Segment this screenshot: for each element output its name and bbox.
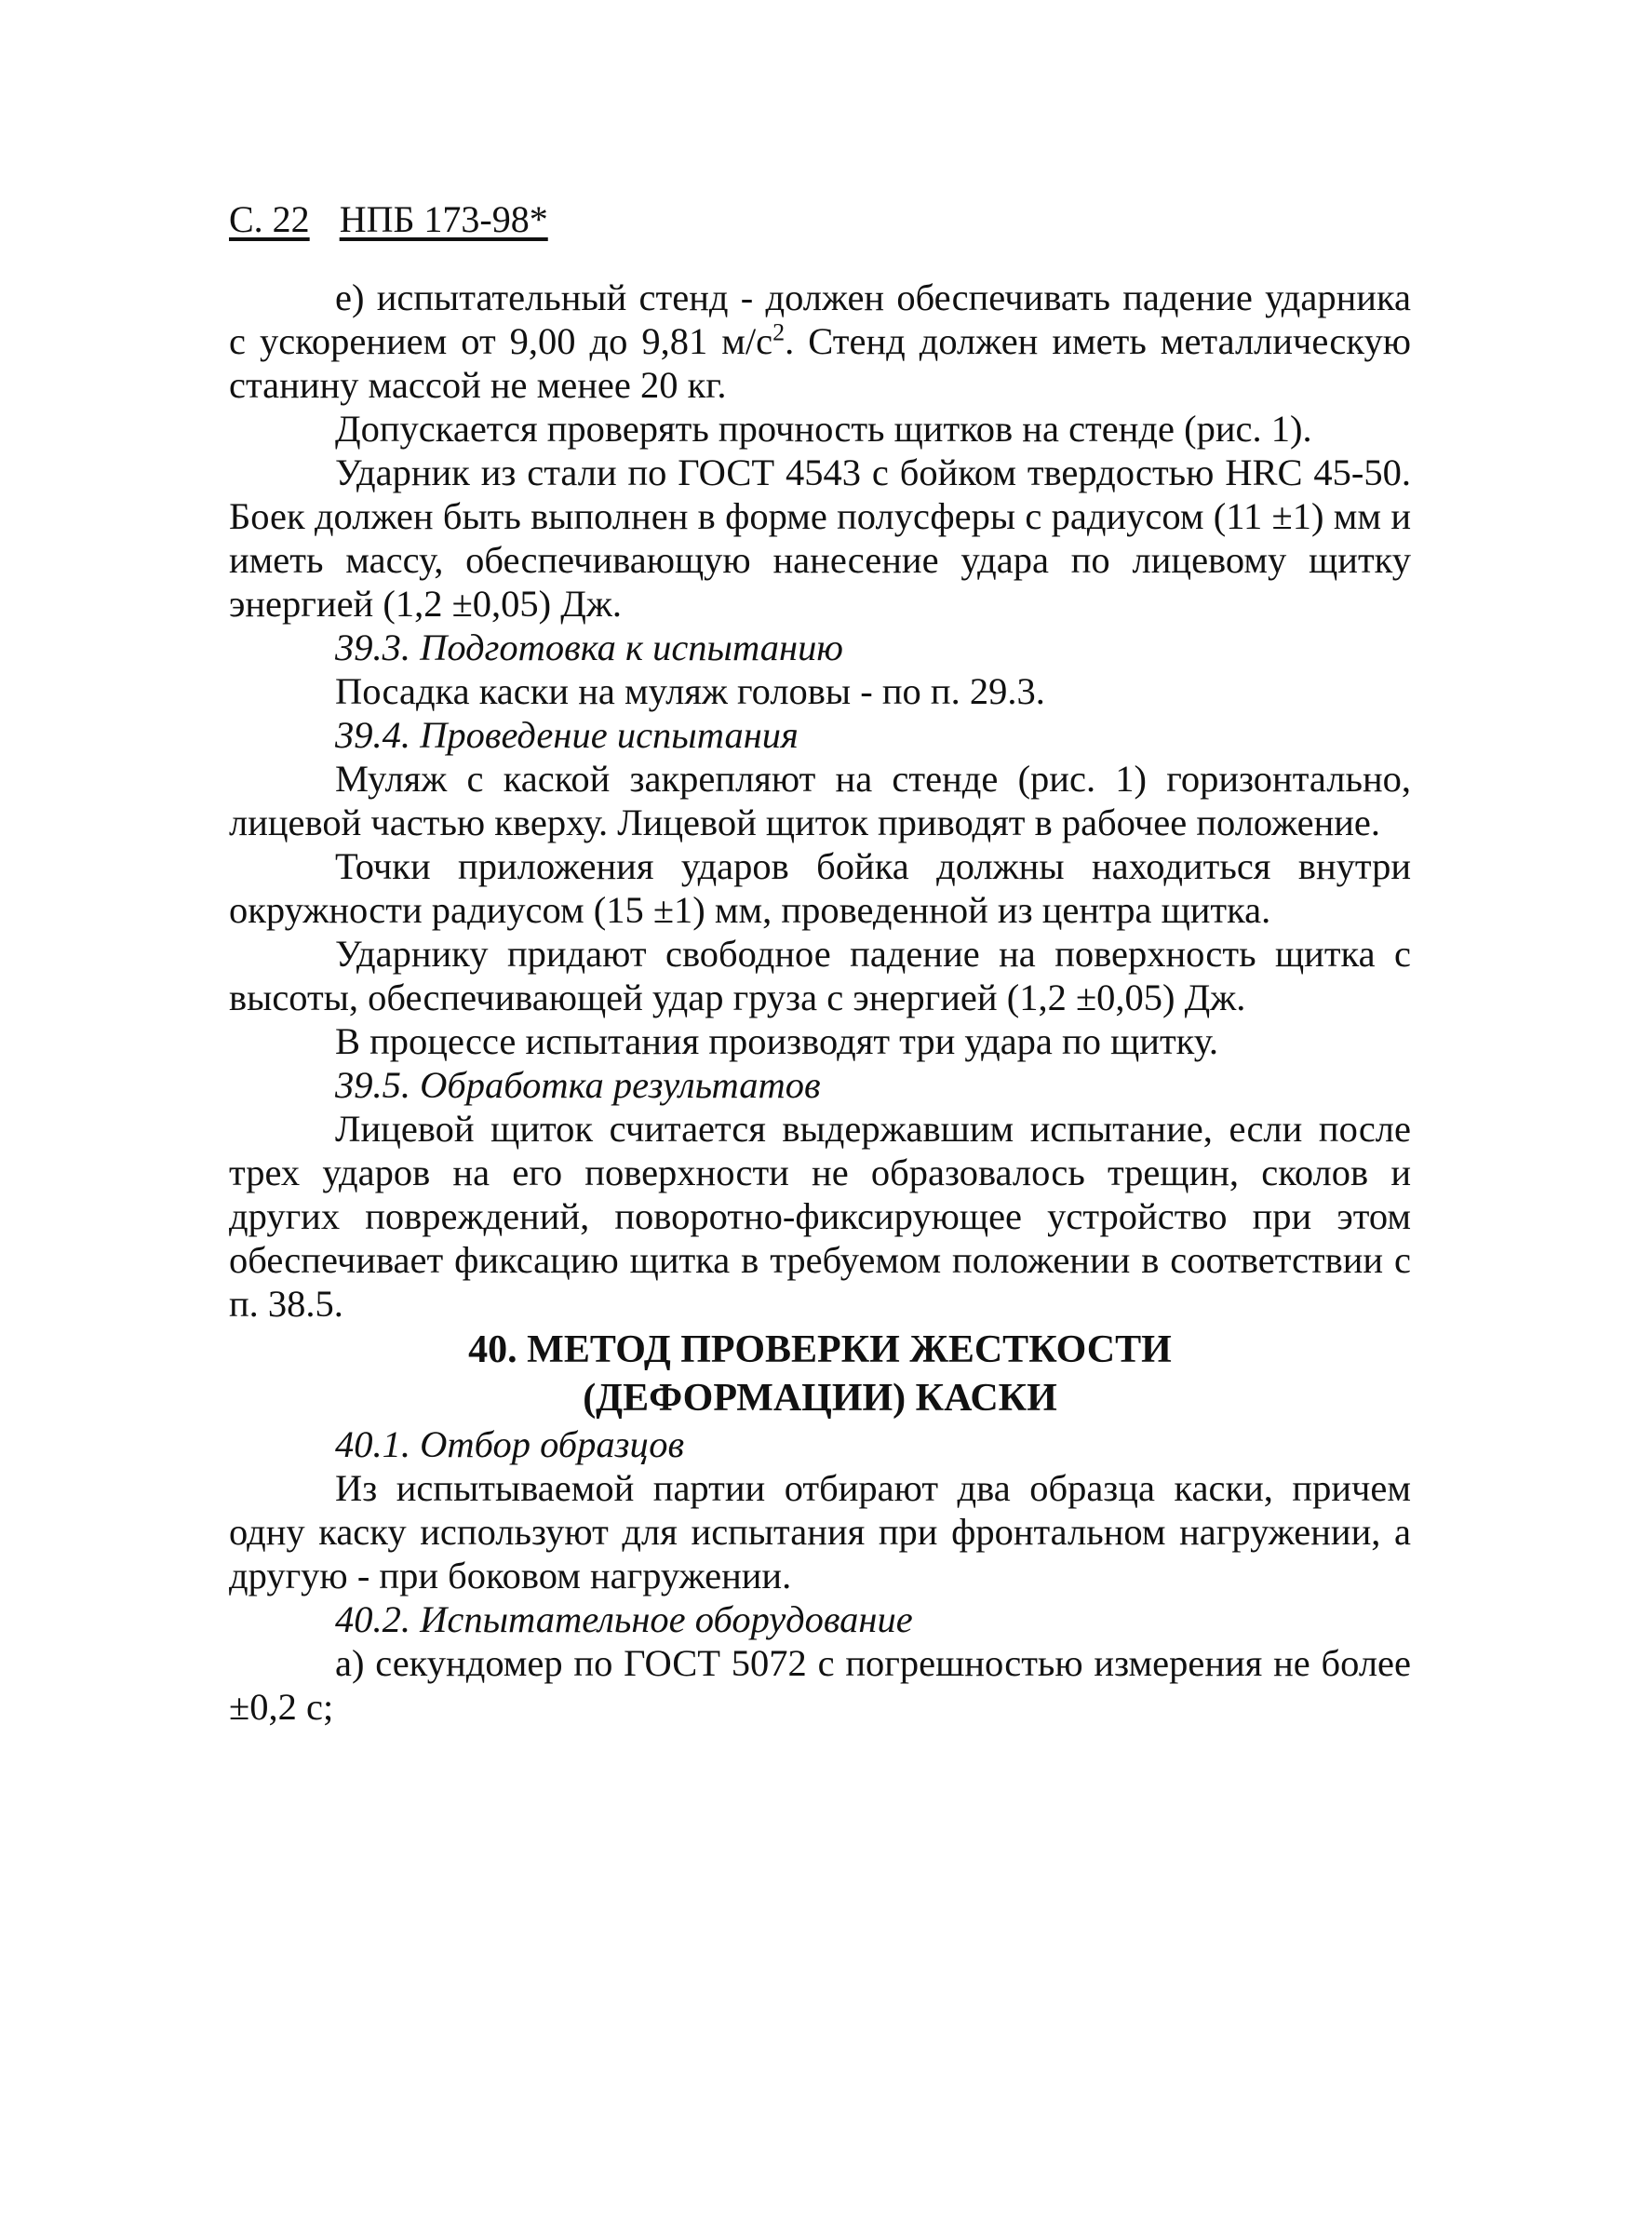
subsection-40-1: 40.1. Отбор образцов xyxy=(335,1423,685,1465)
subsection-39-3: 39.3. Подготовка к испытанию xyxy=(335,626,843,668)
paragraph-free-fall: Ударнику придают свободное падение на поверхность щитка с высоты, обеспечивающей удар груза с энергией (1,2 ±0,05) Дж. xyxy=(229,933,1411,1018)
page-header xyxy=(229,197,548,242)
document-body xyxy=(229,276,1411,1729)
paragraph-mounting: Муляж с каской закрепляют на стенде (рис. 1) горизонтально, лицевой частью кверху. Лицевой щиток приводят в рабочее положение. xyxy=(229,758,1411,843)
paragraph-stand: е) испытательный стенд - должен обеспечивать падение ударника с ускорением от 9,00 до 9,81 $м/с^2$. Стенд должен иметь металлическую станину массой не менее 20 кг. xyxy=(229,276,1411,406)
subsection-39-5: 39.5. Обработка результатов xyxy=(335,1064,821,1106)
paragraph-striker: Ударник из стали по ГОСТ 4543 с бойком твердостью HRC 45-50. Боек должен быть выполнен в форме полусферы с радиусом (11 ±1) мм и иметь массу, обеспечивающую нанесение удара по лицевому щитку энергией (1,2 ±0,05) Дж. xyxy=(229,451,1411,625)
section-40-title xyxy=(229,1326,1411,1422)
paragraph-helmet-fit: Посадка каски на муляж головы - по п. 29.3. xyxy=(335,670,1045,712)
section-40-title-line2: (ДЕФОРМАЦИИ) КАСКИ xyxy=(583,1377,1057,1420)
page-number: С. 22 xyxy=(229,198,310,240)
subsection-40-2: 40.2. Испытательное оборудование xyxy=(335,1598,913,1640)
section-40-title-line1: 40. МЕТОД ПРОВЕРКИ ЖЕСТКОСТИ xyxy=(468,1328,1172,1371)
paragraph-sampling: Из испытываемой партии отбирают два образца каски, причем одну каску используют для испытания при фронтальном нагружении, а другую - при боковом нагружении. xyxy=(229,1467,1411,1597)
subsection-39-4: 39.4. Проведение испытания xyxy=(335,714,799,756)
document-code: НПБ 173-98* xyxy=(339,198,548,240)
paragraph-impact-points: Точки приложения ударов бойка должны находиться внутри окружности радиусом (15 ±1) мм, проведенной из центра щитка. xyxy=(229,845,1411,931)
paragraph-results: Лицевой щиток считается выдержавшим испытание, если после трех ударов на его поверхности не образовалось трещин, сколов и других повреждений, поворотно-фиксирующее устройство при этом обеспечивает фиксацию щитка в требуемом положении в соответствии с п. 38.5. xyxy=(229,1108,1411,1325)
paragraph-three-impacts: В процессе испытания производят три удара по щитку. xyxy=(335,1020,1219,1062)
paragraph-allowed-check: Допускается проверять прочность щитков на стенде (рис. 1). xyxy=(335,408,1312,450)
paragraph-stopwatch: а) секундомер по ГОСТ 5072 с погрешностью измерения не более ±0,2 с; xyxy=(229,1642,1411,1728)
